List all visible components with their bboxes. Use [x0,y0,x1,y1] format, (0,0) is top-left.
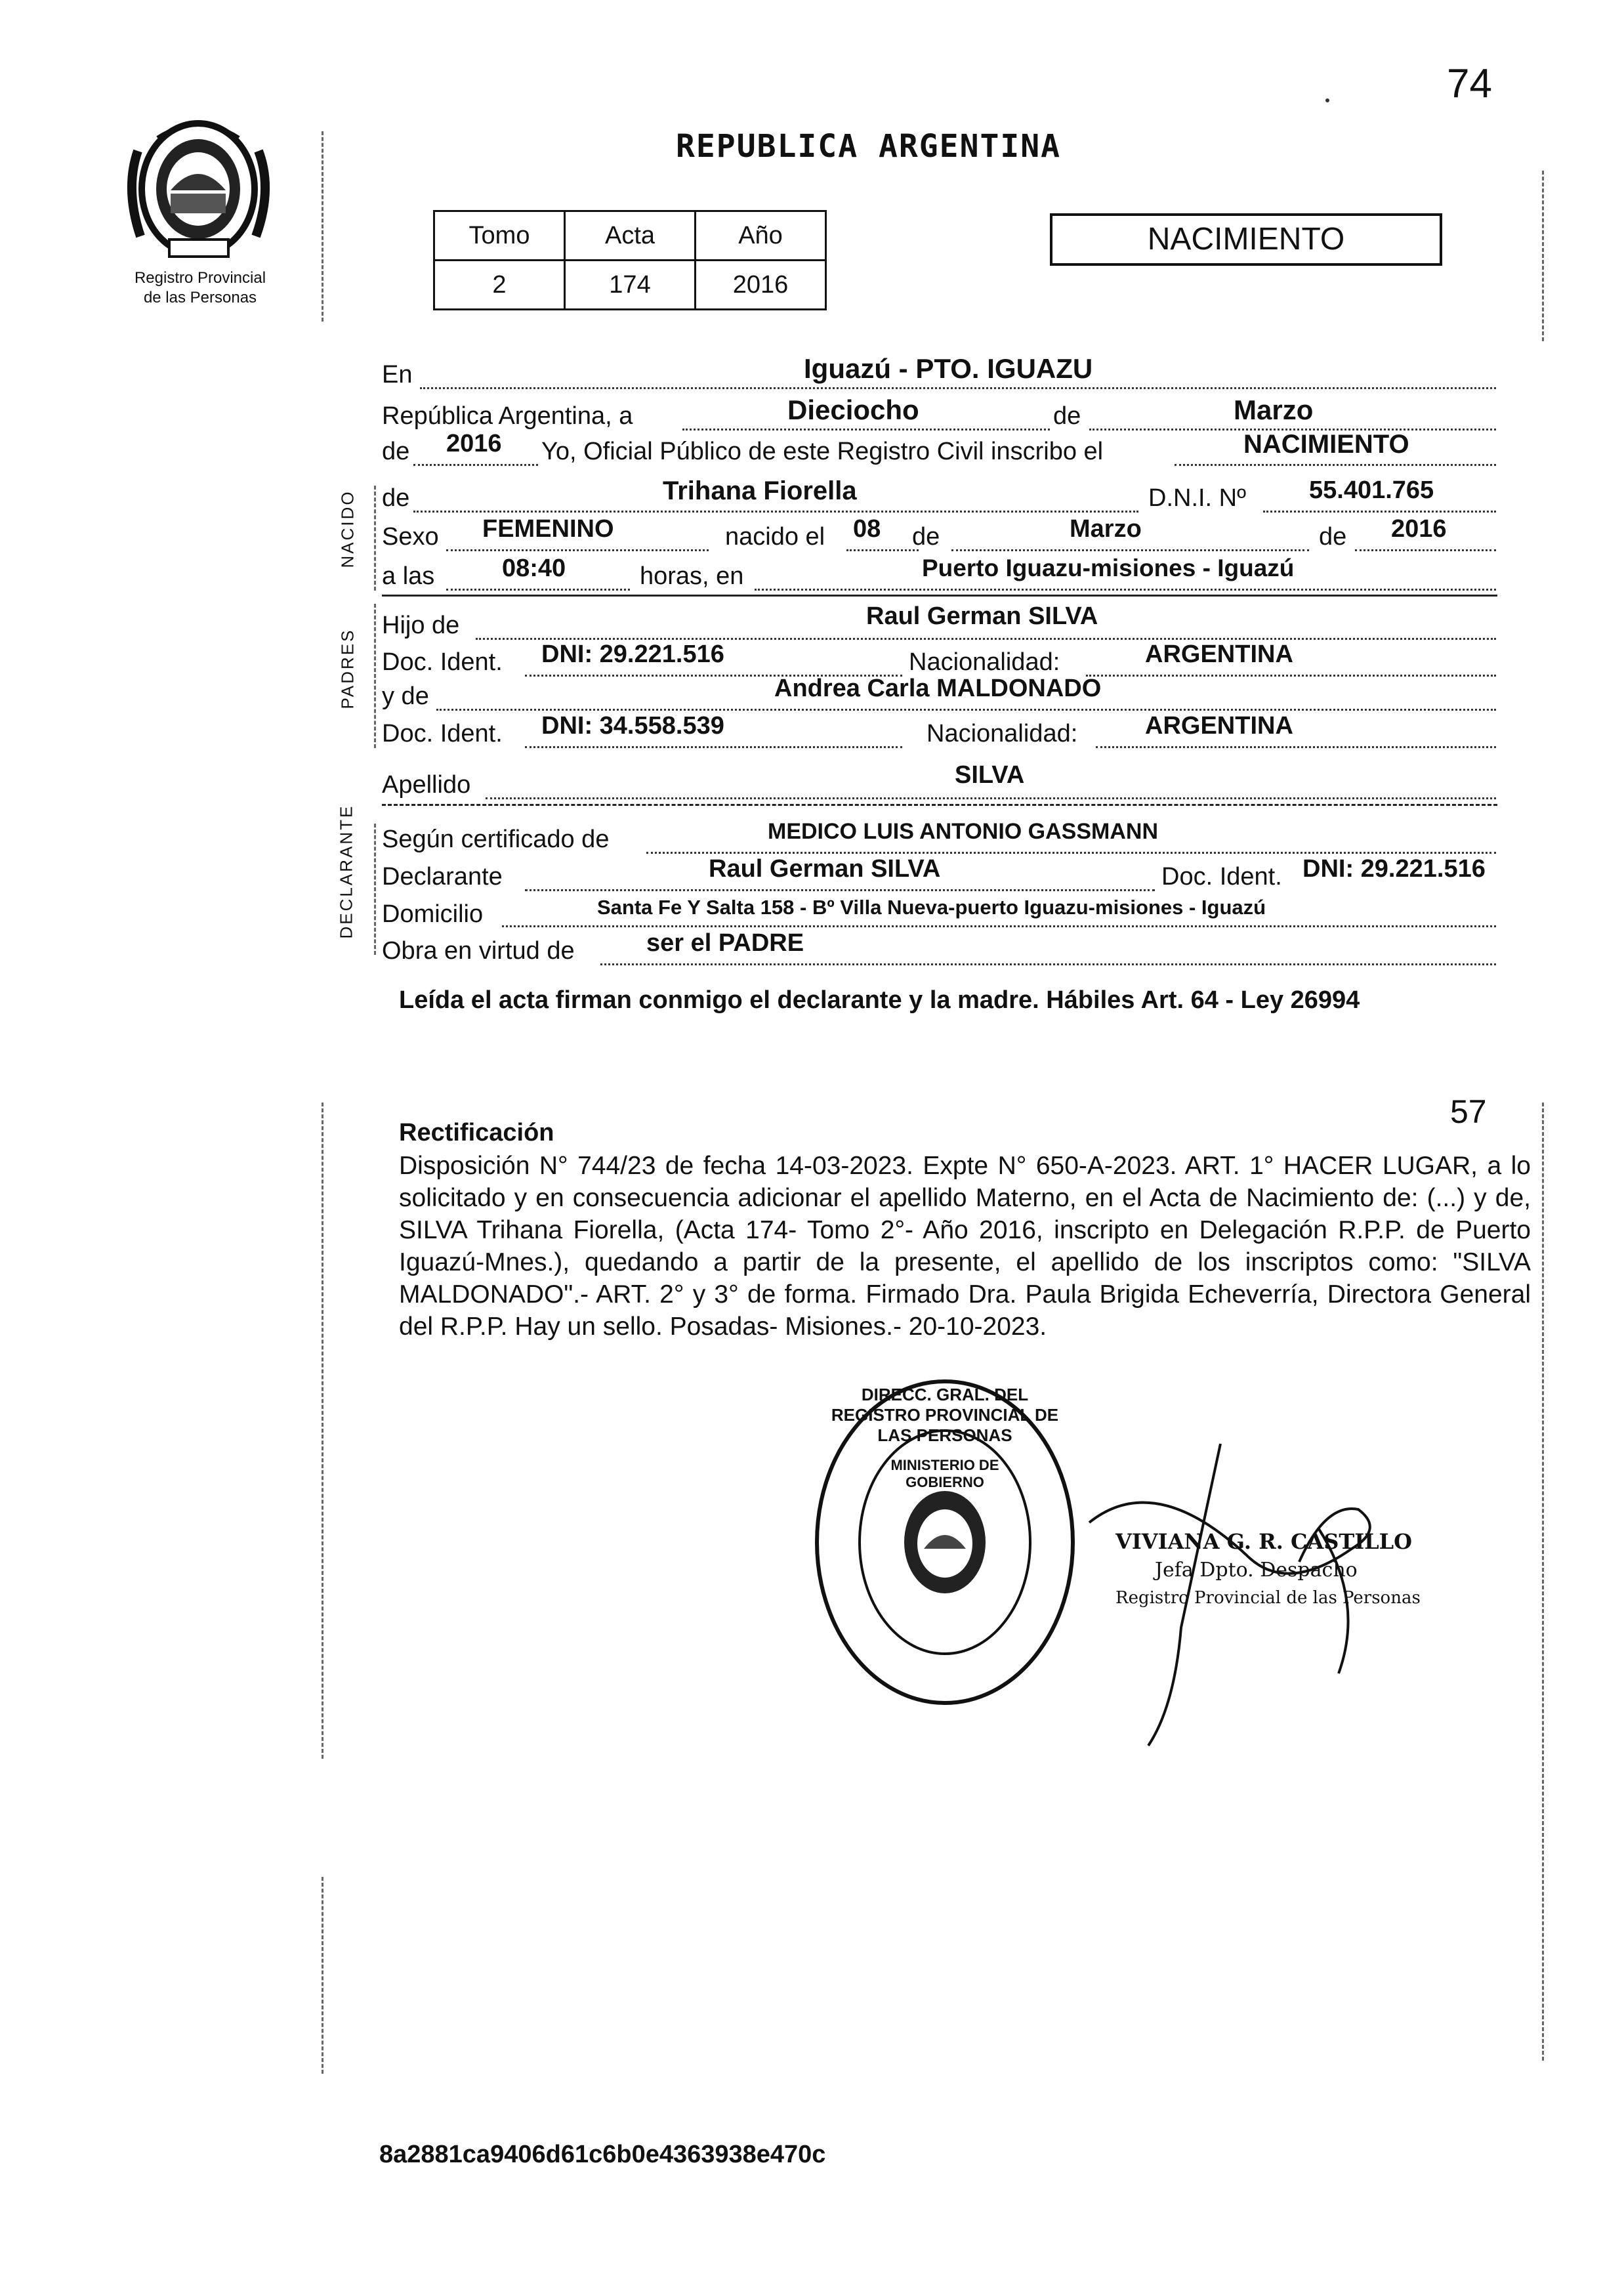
nacido-label: nacido el [725,523,825,551]
hora-value: 08:40 [502,555,566,582]
dotline [502,925,1496,927]
dotline [1175,464,1496,466]
lugar-value: Puerto Iguazu-misiones - Iguazú [922,555,1295,581]
acta-header: Acta [565,211,696,261]
sexo-value: FEMENINO [482,515,614,543]
dia-value: Dieciocho [787,394,919,425]
doc2-label: Doc. Ident. [382,720,503,747]
apellido-value: SILVA [955,761,1025,789]
dotline [951,549,1309,551]
stamp-inner-text: MINISTERIO DE GOBIERNO [890,1457,999,1490]
dotline [413,464,538,466]
record-type-box [1050,213,1442,266]
de3-label: de [382,484,410,512]
acta-value: 174 [565,261,696,310]
record-reference-table [433,210,827,310]
doc3-label: Doc. Ident. [1161,863,1282,891]
anio-inscripcion-value: 2016 [446,430,502,457]
rectificacion-body: Disposición N° 744/23 de fecha 14-03-2023. Expte N° 650-A-2023. ART. 1° HACER LUGAR, a lo solicitado y en consecuencia adicionar el apellido Materno, en el Acta de Nacimiento de: (...) y de, SILVA Trihana Fiorella, (Acta 174- Tomo 2°- Año 2016, inscripto en Delegación R.P.P. de Puerto Iguazú-Mnes.), quedando a partir de la presente, el apellido de los inscriptos como: "SILVA MALDONADO".- ART. 2° y 3° de forma. Firmado Dra. Paula Brigida Echeverría, Directora General del R.P.P. Hay un sello. Posadas- Misiones.- 20-10-2023. [399,1152,1531,1341]
padres-bar [374,604,376,748]
nac2-label: Nacionalidad: [927,720,1078,747]
de2-label: de [382,438,410,465]
declarante-bar [374,824,376,955]
nac-label: Nacionalidad: [909,648,1060,676]
dotline [413,511,1138,513]
de4-label: de [912,523,940,551]
mes-value: Marzo [1234,394,1314,425]
official-stamp [807,1372,1083,1713]
declarante-doc-value: DNI: 29.221.516 [1302,855,1486,883]
registry-logo [118,112,279,262]
country-title: REPUBLICA ARGENTINA [676,128,1062,165]
nacido-mes-value: Marzo [1070,515,1142,543]
dotline [486,797,1496,799]
certificado-label: Según certificado de [382,826,610,853]
dotline [436,709,1496,711]
nacido-bar [374,486,376,591]
dotline [420,387,1496,389]
registry-name-line2: de las Personas [143,289,257,306]
dotline [1096,746,1496,748]
domicilio-label: Domicilio [382,900,484,928]
closing-statement: Leída el acta firman conmigo el declarante y la madre. Hábiles Art. 64 - Ley 26994 [399,986,1360,1014]
stamp-ring-text: DIRECC. GRAL. DEL REGISTRO PROVINCIAL DE LAS PERSONAS [831,1385,1059,1445]
provincia-misiones-seal-icon [118,112,279,262]
declarante-label: Declarante [382,863,503,891]
nacido-anio-value: 2016 [1391,515,1447,543]
dni-value: 55.401.765 [1309,476,1434,504]
dotline [525,889,1155,891]
obra-label: Obra en virtud de [382,937,575,965]
declarante-value: Raul German SILVA [709,855,941,883]
page-number: 74 [1447,61,1492,106]
dotline [446,549,709,551]
dotline [646,852,1496,854]
rectificacion-title: Rectificación [399,1119,554,1146]
right-margin-line [1542,171,1544,341]
horas-label: horas, en [640,562,744,590]
domicilio-value: Santa Fe Y Salta 158 - Bº Villa Nueva-puerto Iguazu-misiones - Iguazú [597,896,1266,919]
dotline [600,963,1496,965]
side-label-declarante: DECLARANTE [336,804,356,939]
rectificacion-number: 57 [1450,1093,1487,1130]
anio-value: 2016 [696,261,826,310]
dotline [1263,511,1496,513]
oficial-text: Yo, Oficial Público de este Registro Civil inscribo el [541,438,1104,465]
left-margin-line-upper [322,1102,323,1759]
nombre-value: Trihana Fiorella [663,476,857,505]
padre-value: Raul German SILVA [866,602,1098,630]
madre-doc-value: DNI: 34.558.539 [541,712,724,740]
nacido-section-rule [382,595,1497,597]
anio-header: Año [696,211,826,261]
yde-label: y de [382,682,429,710]
side-label-nacido: NACIDO [337,490,358,568]
padre-doc-value: DNI: 29.221.516 [541,640,724,668]
dotline [476,638,1496,640]
inscribo-value: NACIMIENTO [1243,430,1409,459]
en-value: Iguazú - PTO. IGUAZU [804,353,1093,384]
obra-value: ser el PADRE [646,929,804,957]
dni-label: D.N.I. Nº [1148,484,1246,512]
right-margin-line-lower [1542,1102,1544,2061]
side-label-padres: PADRES [337,628,358,709]
dotline [682,429,1050,430]
signature-role: Jefa Dpto. Despacho [1155,1559,1358,1582]
de-label: de [1053,402,1081,430]
en-label: En [382,361,413,388]
dotline [755,589,1496,591]
hijo-label: Hijo de [382,612,460,639]
left-margin-line-lower [322,1877,323,2074]
apellido-label: Apellido [382,771,471,799]
nacido-dia-value: 08 [853,515,881,543]
padre-nac-value: ARGENTINA [1145,640,1293,668]
dotline [1355,549,1496,551]
sexo-label: Sexo [382,523,439,551]
dotline [1086,675,1496,677]
dotline [525,746,902,748]
document-hash: 8a2881ca9406d61c6b0e4363938e470c [379,2141,826,2168]
record-type-label: NACIMIENTO [1147,222,1345,257]
signature-name: VIVIANA G. R. CASTILLO [1115,1529,1413,1554]
signature-org: Registro Provincial de las Personas [1115,1588,1421,1608]
alas-label: a las [382,562,435,590]
madre-value: Andrea Carla MALDONADO [774,675,1102,702]
apellido-section-rule [382,804,1497,806]
madre-nac-value: ARGENTINA [1145,712,1293,740]
tomo-value: 2 [434,261,565,310]
certificado-value: MEDICO LUIS ANTONIO GASSMANN [768,819,1159,844]
dotline [846,549,919,551]
header-divider [322,131,323,322]
de5-label: de [1319,523,1347,551]
republica-label: República Argentina, a [382,402,633,430]
dotline [446,589,630,591]
dot-mark [1325,98,1329,102]
tomo-header: Tomo [434,211,565,261]
doc-label: Doc. Ident. [382,648,503,676]
registry-name-line1: Registro Provincial [134,269,266,287]
